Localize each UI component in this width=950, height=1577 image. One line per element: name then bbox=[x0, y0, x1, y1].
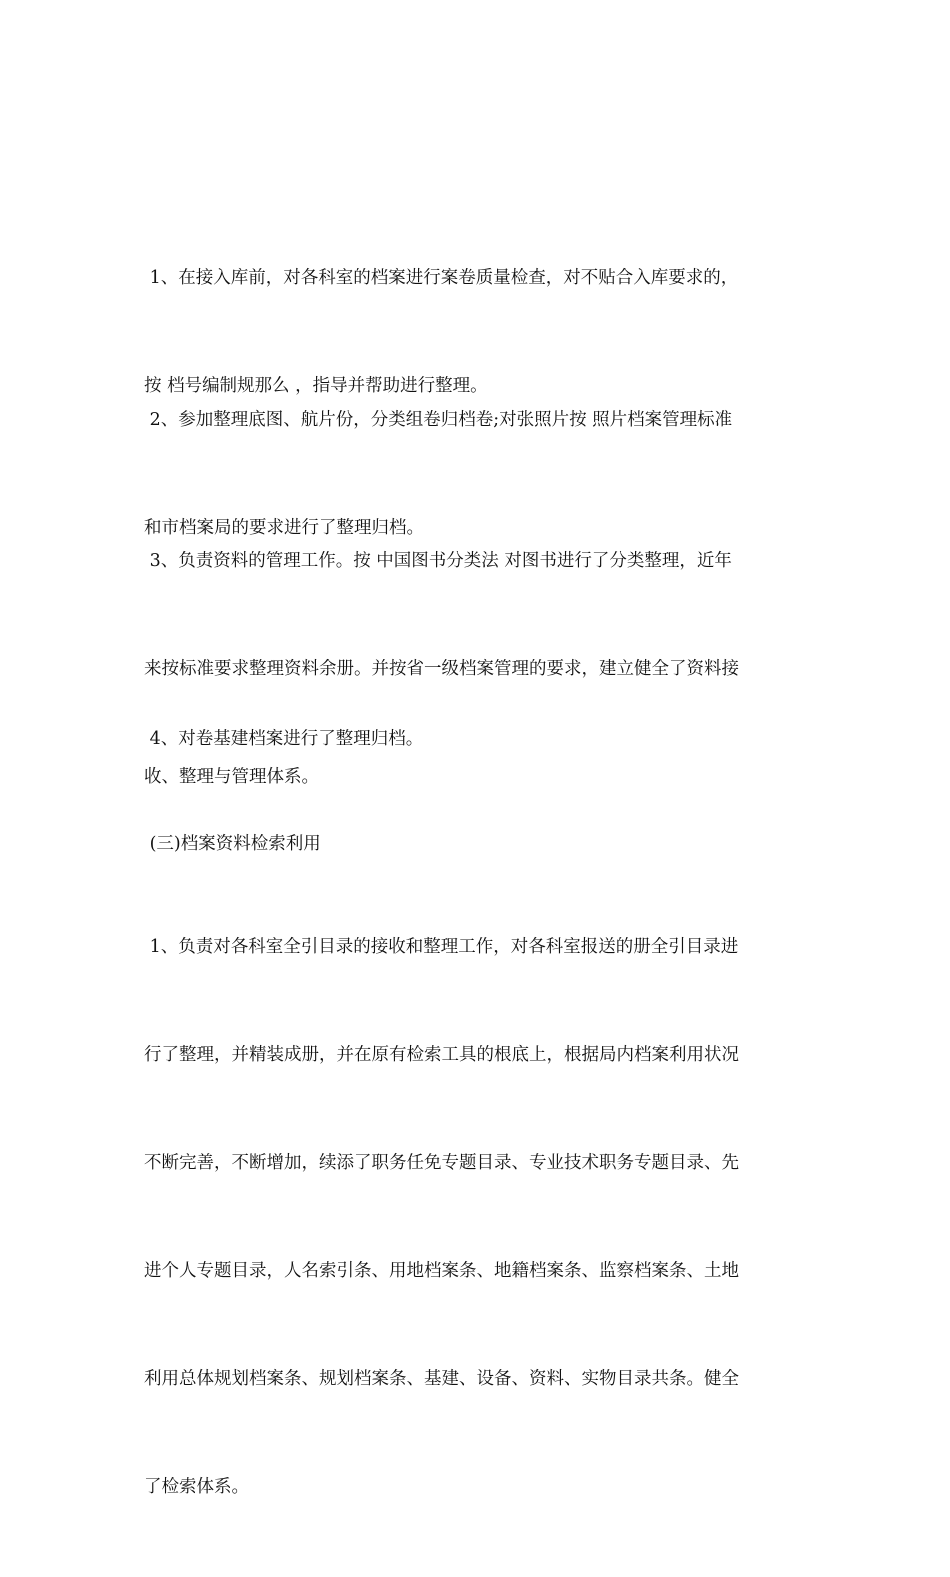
paragraph-line: 4、对卷基建档案进行了整理归档。 bbox=[144, 729, 424, 749]
paragraph-line: 按 档号编制规那么 ，指导并帮助进行整理。 bbox=[144, 376, 488, 396]
paragraph-line: 3、负责资料的管理工作。按 中国图书分类法 对图书进行了分类整理，近年 bbox=[144, 551, 732, 571]
paragraph-line: 进个人专题目录，人名索引条、用地档案条、地籍档案条、监察档案条、土地 bbox=[144, 1261, 739, 1281]
paragraph-line: 了检索体系。 bbox=[144, 1477, 249, 1497]
paragraph-line: 2、参加整理底图、航片份，分类组卷归档卷;对张照片按 照片档案管理标准 bbox=[144, 410, 733, 430]
paragraph-line: 1、在接入库前，对各科室的档案进行案卷质量检查，对不贴合入库要求的， bbox=[144, 268, 739, 288]
paragraph-line: 利用总体规划档案条、规划档案条、基建、设备、资料、实物目录共条。健全 bbox=[144, 1369, 739, 1389]
paragraph-line: 收、整理与管理体系。 bbox=[144, 767, 319, 787]
paragraph-line: 1、负责对各科室全引目录的接收和整理工作，对各科室报送的册全引目录进 bbox=[144, 937, 739, 957]
paragraph-line: 不断完善，不断增加，续添了职务任免专题目录、专业技术职务专题目录、先 bbox=[144, 1153, 739, 1173]
paragraph-line: 和市档案局的要求进行了整理归档。 bbox=[144, 518, 424, 538]
paragraph-line: 来按标准要求整理资料余册。并按省一级档案管理的要求，建立健全了资料接 bbox=[144, 659, 739, 679]
paragraph-6 bbox=[144, 857, 804, 1577]
section-heading-text: (三)档案资料检索利用 bbox=[144, 834, 321, 854]
paragraph-line: 行了整理，并精装成册，并在原有检索工具的根底上，根据局内档案利用状况 bbox=[144, 1045, 739, 1065]
